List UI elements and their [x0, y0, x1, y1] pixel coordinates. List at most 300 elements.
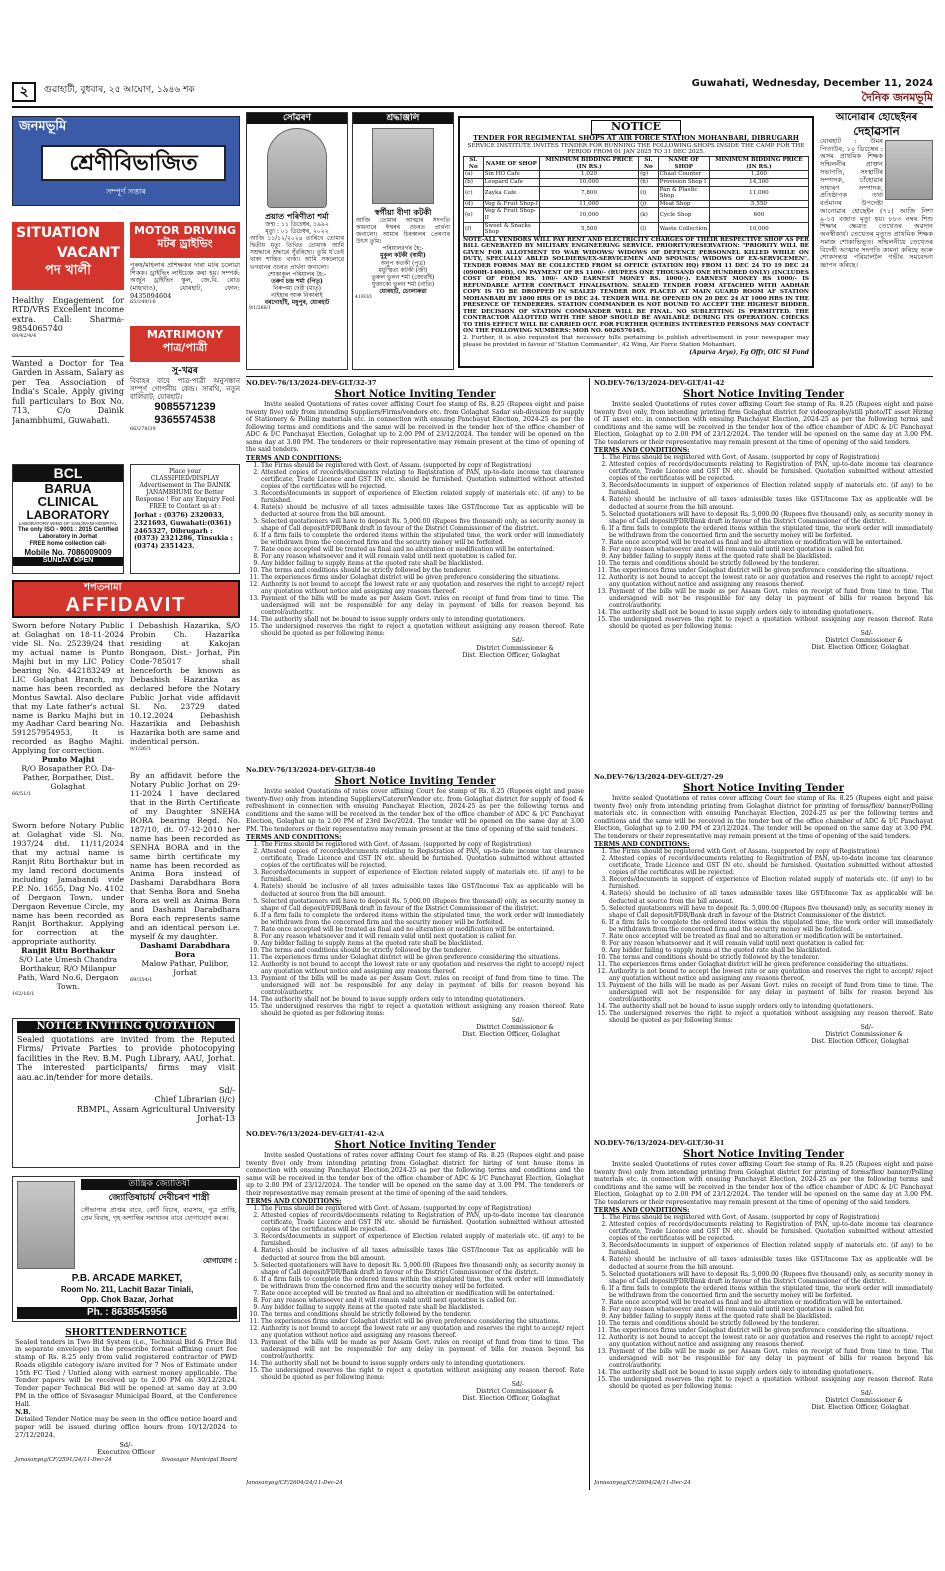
- tender-term: 2. Attested copies of records/documents relating to Registration of PAN, up-to-date income tax clearance certificate, Trade Licence and GST IN etc. should be furnished. Quotation submitted without attested copies of the certificates will be rejected.: [261, 469, 584, 490]
- matrimony-phone-1: 9085571239: [154, 401, 216, 414]
- af-notice-sig: (Apurva Arya), Fg Offr, OIC SI Fund: [689, 348, 809, 356]
- quotation-sig-2: RBMPL, Assam Agricultural University: [76, 1104, 235, 1114]
- tender-term: 15. The undersigned reserves the right to reject a quotation without assigning any reason thereof. Rate should be quoted as per following items:: [609, 1010, 933, 1024]
- affidavit-4-name: Dashami Darabdhara Bora: [139, 941, 231, 960]
- matrimony-title-as: পাত্ৰ/পাত্ৰী: [162, 340, 208, 354]
- tender-term: 13. Payment of the bills will be made as per Assam Govt. rules on receipt of fund from time to time. The undersigned will not be responsible for any delay in payment of bills for reason beyond his control/authority.: [261, 975, 584, 996]
- tender-term: 6. If a firm fails to complete the ordered items within the stipulated time, the work order will immediately be withdrawn from the concerned firm and the security money will be forfeited.: [261, 1276, 584, 1290]
- tender-title: Short Notice Inviting Tender: [683, 782, 844, 794]
- tender-term: 9. Any bidder failing to supply items at the quoted rate shall be blacklisted.: [609, 1313, 933, 1320]
- short-tender-nb: N.B.: [15, 1407, 31, 1416]
- tender-terms-list: [246, 462, 584, 637]
- tender-sd: Sd/-: [511, 1380, 524, 1388]
- tender-term: 1. The Firms should be registered with Govt. of Assam. (supported by copy of Registration): [261, 462, 584, 469]
- souvaran-name: প্ৰয়াত পৰিণীতা শৰ্মা: [265, 210, 329, 221]
- classified-brand-sub: সম্পূৰ্ণ সত্তাৰ: [106, 187, 146, 196]
- tender-terms-title: TERMS AND CONDITIONS:: [246, 1198, 342, 1206]
- affidavit-2-name: Ranjit Ritu Borthakur: [21, 946, 115, 956]
- tender-term: 9. Any bidder failing to supply items at the quoted rate shall be blacklisted.: [609, 553, 933, 560]
- matrimony-sub: সু-খৱৰ: [172, 366, 198, 376]
- motor-ad: [130, 262, 240, 316]
- tender-term: 5. Selected quotationers will have to deposit Rs. 5,000.00 (Rupees five thousand) only, as security money in shape of Call deposit/FDR/Bank draft in favour of the District Commissioner of the district.: [609, 1271, 933, 1285]
- lab-open: SUNDAY OPEN: [13, 557, 123, 565]
- shraddha-from: পৰিয়ালবৰ্গৰ হৈ:-: [382, 245, 424, 253]
- tender-term: 14. The authority shall not be bound to issue supply orders only to intending quotationers.: [261, 616, 584, 623]
- tender-term: 1. The Firms should be registered with Govt. of Assam. (supported by copy of Registration): [261, 1205, 584, 1212]
- tender-term: 6. If a firm fails to complete the ordered items within the stipulated time, the work order will immediately be withdrawn from the concerned firm and the security money will be forfeited.: [261, 532, 584, 546]
- affidavit-4-ref: 69/354/1: [130, 976, 153, 983]
- situation-ad-2: Wanted a Doctor for Tea Garden in Assam, Salary as per Tea Association of India's Scale. Apply giving full particulars to Box No. 713, C/o Dainik Janambhumi, Guwahati.: [12, 356, 124, 456]
- affidavit-1-name: Punto Majhi: [41, 755, 95, 765]
- motor-ad-ref: 65/249/16: [130, 299, 156, 306]
- tender-ref: No.DEV-76/13/2024-DEV-GLT/27-29: [594, 774, 724, 781]
- tender-term: 7. Rate once accepted will be treated as final and no alteration or modification will be entertained.: [261, 1290, 584, 1297]
- lab-name-2: CLINICAL: [37, 494, 99, 510]
- af-table-cell: (a): [464, 171, 484, 179]
- af-table-cell: 600: [709, 208, 808, 222]
- af-table-cell: Cycle Shop: [658, 208, 709, 222]
- af-col-header: NAME OF SHOP: [483, 157, 539, 171]
- af-table-cell: 10,000: [709, 222, 808, 236]
- affidavit-2-text: Sworn before Notary Public at Golaghat vide Sl. No. 1937/24 dtd. 11/11/2024 that my actual name is Ranjit Ritu Borthakur but in my land record documents including Jamabandi vide P.P. No. 1655, Dag No. 4102 of Dergaon Town, under Dergaon Revenue Circle, my name has been recorded as Ranjit Borthakur. Applying for correction at the appropriate authority.: [12, 822, 124, 947]
- tender-intro: Invite sealed Quotations of rates cover affixing Court fee stamp of Rs. 8.25 (Rupees eight and paise twenty five) only from intending printing from Golaghat district for printing of forms/flex/ banner/Polling materials etc. in connection with ensuing Panchayat Election, 2024-25 as per the following terms and conditions and the same will be received in the tender box of the office chamber of ADC & I/C Panchayat Election, Golaghat up to 2.00 PM of 23/12/2024. The tender will be opened on the same day at 3.00 PM. The tenderers or their representative may remain present at the time of opening of the said tenders.: [594, 1161, 933, 1206]
- tender-notice: [594, 1140, 933, 1492]
- place-ad-box: [130, 464, 240, 574]
- shraddha-addr: যোৰহাট, চেংলাৰুৱা: [379, 287, 427, 295]
- tender-term: 4. Rate(s) should be inclusive of all taxes admissible taxes like GST/Income Tax as applicable will be deducted at source from the bill amount.: [261, 1247, 584, 1261]
- tender-title: Short Notice Inviting Tender: [334, 775, 496, 787]
- af-table-cell: 10,000: [539, 179, 638, 187]
- souvaran-by-2: নিৰুপমা দেৱী (মাতৃ): [273, 284, 321, 292]
- af-col-header: NAME OF SHOP: [658, 157, 709, 171]
- tender-term: 14. The authority shall not be bound to issue supply orders only to intending quotationers.: [261, 996, 584, 1003]
- tender-term: 8. For any reason whatsoever and it will remain valid until next quotation is called for.: [261, 933, 584, 940]
- tender-intro: Invite sealed Quotations of rates cover affixing Court fee stamp of Rs. 8.25 (Rupees eight and paise twenty five) only from intending printing from Golaghat district for printing of forms/flex/ banner/Polling materials etc. in connection with ensuing Panchayat Election, 2024-25 as per the following terms and conditions and the same will be received in the tender box of the office chamber of ADC & I/C Panchayat Election, Golaghat up to 2.00 PM of 23/12/2024. The tender will be opened on the same day at 3.00 PM. The tenderers or their representative may remain present at the time of opening of the said tenders.: [594, 795, 933, 840]
- af-table-cell: (i): [639, 186, 659, 200]
- af-table-cell: 1,020: [539, 171, 638, 179]
- tender-term: 3. Records/documents in support of experience of Election related supply of materials etc. (if any) to be furnished.: [261, 869, 584, 883]
- shraddha-by: মুকুল কটকী (স্বামী): [380, 252, 426, 260]
- astro-text: সৌভাগ্যৰ প্ৰাপ্তৰ বাবে, কোৰ্ট বিচাৰ, ব্যৱসায়, পুত্ৰ প্ৰাপ্তি, প্ৰেম বিবাহ, গৃহ অশান্তিৰ সমাধানৰ বাবে যোগাযোগ কৰক।: [81, 1206, 237, 1222]
- tender-sig-2: Dist. Election Officer, Golaghat: [811, 1404, 909, 1412]
- tender-term: 9. Any bidder failing to supply items at the quoted rate shall be blacklisted.: [261, 1304, 584, 1311]
- af-table-cell: Sin HO Cafe: [483, 171, 539, 179]
- tender-term: 15. The undersigned reserves the right to reject a quotation without assigning any reason thereof. Rate should be quoted as per following items:: [609, 1376, 933, 1390]
- souvaran-head: সোঁৱৰণ: [247, 113, 347, 124]
- tender-term: 3. Records/documents in support of experience of Election related supply of materials etc. (if any) to be furnished.: [261, 1233, 584, 1247]
- tender-term: 4. Rate(s) should be inclusive of all taxes admissible taxes like GST/Income Tax as applicable will be deducted at source from the bill amount.: [609, 1256, 933, 1270]
- tender-term: 1. The Firms should be registered with Govt. of Assam. (supported by copy of Registration): [609, 454, 933, 461]
- lab-line-2: The only ISO - 9001 : 2015 Certified Laboratory in Jorhat: [17, 526, 119, 540]
- tender-sd: Sd/-: [860, 1389, 873, 1397]
- quotation-sig-1: Chief Librarian (i/c): [154, 1095, 235, 1105]
- af-table-cell: 5,500: [539, 222, 638, 236]
- header-date: Guwahati, Wednesday, December 11, 2024: [691, 78, 933, 89]
- dehavsan-photo: [885, 140, 933, 200]
- astrology-ad: [12, 1176, 240, 1322]
- af-col-header: Sl. No: [639, 157, 659, 171]
- tender-sig-2: Dist. Election Officer, Golaghat: [462, 1031, 560, 1039]
- astro-opp: Opp. Chok Bazar, Jorhat: [80, 1295, 174, 1304]
- souvaran-from: শোকাকুল পৰিয়ালৰ হৈ:-: [267, 270, 327, 278]
- shraddha-ref: 41/63/1: [355, 294, 373, 300]
- tender-term: 6. If a firm fails to complete the ordered items within the stipulated time, the work order will immediately be withdrawn from the concerned firm and the security money will be forfeited.: [609, 919, 933, 933]
- tender-term: 12. Authority is not bound to accept the lowest rate or any quotation and reserves the right to accept/ reject any quotation without notice and assigning any reasons thereof.: [261, 581, 584, 595]
- place-ad-contacts: Jorhat : (0376) 2320033, 2321693, Guwahati:(0361) 2465327, Dibrugarh : (0373) 2321286, Tinsukia : (0374) 2351423.: [134, 511, 233, 551]
- tender-term: 2. Attested copies of records/documents relating to Registration of PAN, up-to-date income tax clearance certificate, Trade Licence and GST IN etc. should be furnished. Quotation submitted without attested copies of the certificates will be rejected.: [609, 855, 933, 876]
- tender-term: 7. Rate once accepted will be treated as final and no alteration or modification will be entertained.: [609, 539, 933, 546]
- tender-ref: NO.DEV-76/13/2024-DEV-GLT/30-31: [594, 1140, 725, 1147]
- newspaper-name: দৈনিক জনমভূমি: [861, 91, 933, 104]
- header-date-assamese: গুৱাহাটী, বুধবাৰ, ২৫ আঘোণ, ১৯৪৬ শক: [44, 85, 195, 95]
- affidavit-header: [12, 580, 240, 618]
- tender-term: 4. Rate(s) should be inclusive of all taxes admissible taxes like GST/Income Tax as applicable will be deducted at source from the bill amount.: [261, 504, 584, 518]
- tender-term: 13. Payment of the bills will be made as per Assam Govt. rules on receipt of fund from time to time. The undersigned will not be responsible for any delay in payment of bills for reason beyond his control/authority.: [609, 982, 933, 1003]
- af-table-cell: (g): [639, 171, 659, 179]
- matrimony-ref: 66/278/39: [130, 426, 156, 433]
- tender-ref: NO.DEV-76/13/2024-DEV-GLT/41-42: [594, 380, 725, 387]
- af-notice-body: NOTE-ALL VENDORS WILL PAY RENT AND ELECTRICITY CHARGES OF THEIR RESPECTIVE SHOP AS PER BILL GENERATED BY MILITARY ENGINEERING SERVICE. PRIORITY/RESERVATION: "PRIORITY WILL BE GIVEN FOR ALLOTMENT TO WAR WIDOWS/ WIDOWS OF DEFENCE PERSONNEL KILLED WHILE ON DUTY, SPECIALLY ABLED SOLDIERS/EX-SERVICEMEN AND SPOUSES/ WIDOWS OF EX-SERVICEMEN". TENDER FORMS MAY BE COLLECTED FROM SI OFFICE (STATION HQ) FROM 11 DEC 24 TO 19 DEC 24 (0900H-1400H), ON PAYMENT OF RS 1100/- (RUPEES ONE THOUSAND ONE HUNDRED ONLY) (INCLUDES COST OF FORM RS. 100/- AND EARNEST MONEY RS. 1000/-). EARNEST MONEY RS 1000/- IS REFUNDABLE AFTER CONTRACT FINALISATION. SEALED TENDER FORM ATTACHED WITH AADHAR COPY IS TO BE DROPPED IN SEALED TENDER BOX PLACED AT MAIN GUARD ROOM AF STATION MOHANBARI BY 1800 HRS OF 19 DEC 24. TENDER WILL BE OPENED ON 20 DEC 24 AT 1000 HRS IN THE PRESENCE OF TENDERERS. STATION COMMANDER IS NOT BOUND TO ACCEPT THE HIGHEST BIDDER. THE DECISION OF STATION COMMANDER WILL BE FINAL. NO SUBLETTING IS PERMITTED. THE CONTRACTOR ALLOTTED WITH THE SHOP SHOULD BE AVAILABLE DURING ITS OPERATION. CHECKS TO THIS EFFECT WILL BE CARRIED OUT. FOR FURTHER QUERIES INTERESTED PERSONS MAY CONTACT ON THE FOLLOWING NUMBERS: MOB NO. 6026576165.: [463, 236, 809, 335]
- tender-term: 3. Records/documents in support of experience of Election related supply of materials etc. (if any) to be furnished.: [609, 482, 933, 496]
- tender-term: 2. Attested copies of records/documents relating to Registration of PAN, up-to-date income tax clearance certificate, Trade Licence and GST IN etc. should be furnished. Quotation submitted without attested copies of the certificates will be rejected.: [609, 461, 933, 482]
- short-tender-sig-1: Executive Officer: [97, 1448, 155, 1457]
- tender-term: 3. Records/documents in support of experience of Election related supply of materials etc. (if any) to be furnished.: [609, 1242, 933, 1256]
- tender-sd: Sd/-: [860, 629, 873, 637]
- affidavit-1-text: Sworn before Notary Public at Golaghat on 18-11-2024 vide Sl. No. 25239/24 that my actual name is Punto Majhi but in my LIC Policy bearing No. 442183249 at LIC Golaghat Branch, my name has been recorded as Montus Sawtal. Also declare that my Late father's actual name is Barku Majhi but in my Aadhar Card bearing No. 591257954953, It is recorded as Bagho Majhi. Applying for correction.: [12, 622, 124, 756]
- matrimony-title: MATRIMONY: [146, 328, 224, 341]
- af-table-cell: 10,000: [539, 208, 638, 222]
- tender-term: 10. The terms and conditions should be strictly followed by the tenderer.: [609, 560, 933, 567]
- tender-term: 14. The authority shall not be bound to issue supply orders only to intending quotationers.: [609, 1369, 933, 1376]
- tender-term: 7. Rate once accepted will be treated as final and no alteration or modification will be entertained.: [609, 933, 933, 940]
- af-table-cell: 1,260: [709, 171, 808, 179]
- souvaran-by: তৰুণ চন্দ্ৰ শৰ্মা (পিতৃ): [271, 277, 323, 285]
- situation-vacant-header: [12, 222, 124, 290]
- affidavit-3: [130, 622, 240, 772]
- astro-room: Room No. 211, Lachit Bazar Tiniali,: [60, 1285, 194, 1294]
- tender-term: 13. Payment of the bills will be made as per Assam Govt. rules on receipt of fund from time to time. The undersigned will not be responsible for any delay in payment of bills for reason beyond his control/authority.: [609, 1348, 933, 1369]
- tender-term: 14. The authority shall not be bound to issue supply orders only to intending quotationers.: [261, 1360, 584, 1367]
- short-tender-ref: Janasanyog/CF/2591/24/11-Dec-24: [15, 1457, 112, 1464]
- situation-title-1: SITUATION: [12, 222, 124, 245]
- astro-contact-label: যোগাযোগ :: [202, 1256, 237, 1265]
- tenders-divider: [246, 376, 933, 377]
- tender-sig-1: District Commissioner &: [825, 1031, 903, 1039]
- situation-ad-1-ref: 69/42/4/4: [12, 332, 37, 339]
- tender-sig-2: Dist. Election Officer, Golaghat: [811, 1038, 909, 1046]
- motor-title-as: মটৰ ড্ৰাইভিং: [157, 236, 213, 250]
- souvaran-addr: বৰগোহাঁই, মধুপুৰ, যোৰহাট: [264, 298, 330, 306]
- tender-term: 5. Selected quotationers will have to deposit Rs. 5,000.00 (Rupees five thousand) only, as security money in shape of Call deposit/FDR/Bank draft in favour of the District Commissioner of the district.: [609, 905, 933, 919]
- page-header: [12, 78, 933, 108]
- lab-mobile: Mobile No. 7086009009: [24, 547, 112, 557]
- short-tender-footer: [15, 1457, 237, 1463]
- tender-term: 6. If a firm fails to complete the ordered items within the stipulated time, the work order will immediately be withdrawn from the concerned firm and the security money will be forfeited.: [609, 1285, 933, 1299]
- tender-term: 9. Any bidder failing to supply items at the quoted rate shall be blacklisted.: [261, 560, 584, 567]
- tender-intro: Invite sealed Quotations of rates cover affixing Court fee stamp of Rs. 8.25 (Rupees eight and paise twenty five) only from intending printing from Golaghat district for hiring of tent house items in connection with ensuing Panchayat Election,2024-25 as per the following terms and conditions and the same will be received in the tender box of the office chamber of ADC & I/C Panchayat Election, Golaghat up to 2.00 PM of 23/12/2024. The tender will be opened on the same day at 3.00 PM. The tenderers or their representative may remain present at the time of opening of the said tenders.: [246, 1152, 584, 1197]
- souvaran-ad: [246, 112, 348, 370]
- tender-term: 5. Selected quotationers will have to deposit Rs. 5,000.00 (Rupees five thousand) only, as security money in shape of Call deposit/FDR/Bank draft in favour of the District Commissioner of the district.: [261, 1262, 584, 1276]
- tender-title: Short Notice Inviting Tender: [683, 1148, 844, 1160]
- af-table-row: [464, 208, 809, 222]
- tender-term: 6. If a firm fails to complete the ordered items within the stipulated time, the work order will immediately be withdrawn from the concerned firm and the security money will be forfeited.: [609, 525, 933, 539]
- tender-term: 7. Rate once accepted will be treated as final and no alteration or modification will be entertained.: [609, 1299, 933, 1306]
- tender-term: 11. The experiences firms under Golaghat district will be given preference considering the situations.: [609, 1327, 933, 1334]
- tender-term: 9. Any bidder failing to supply items at the quoted rate shall be blacklisted.: [609, 947, 933, 954]
- tender-term: 13. Payment of the bills will be made as per Assam Govt. rules on receipt of fund from time to time. The undersigned will not be responsible for any delay in payment of bills for reason beyond his control/authority.: [609, 588, 933, 609]
- lab-line-1: LABORATORY WING OF SANJIVANI HOSPITAL: [18, 521, 118, 527]
- tenders-column-divider: [589, 378, 590, 1490]
- af-table-cell: (b): [464, 179, 484, 187]
- short-tender-title: SHORTTENDERNOTICE: [65, 1328, 187, 1338]
- motor-title: MOTOR DRIVING: [134, 224, 236, 237]
- tender-term: 11. The experiences firms under Golaghat district will be given preference considering the situations.: [261, 954, 584, 961]
- tender-sig-2: Dist. Election Officer, Golaghat: [462, 651, 560, 659]
- tender-ref: NO.DEV-76/13/2024-DEV-GLT/41-42-A: [246, 1131, 385, 1138]
- situation-title-as: পদ খালী: [12, 261, 124, 278]
- tender-sd: Sd/-: [860, 1023, 873, 1031]
- tender-terms-title: TERMS AND CONDITIONS:: [594, 841, 690, 849]
- af-table-header: [464, 157, 809, 171]
- astro-phone: Ph. : 8638545956: [17, 1307, 237, 1319]
- tender-sig-1: District Commissioner &: [476, 644, 554, 652]
- dehavsan-head-2: দেহাৱসান: [853, 123, 900, 138]
- dehavsan-head: আনোৱাৰ হোছেইনৰ: [835, 112, 918, 123]
- short-tender-nb-text: Detailed Tender Notice may be seen in the office notice board and paper will be issued during office hours from 10/12/2024 to 27/12/2024.: [15, 1415, 238, 1439]
- af-col-header: MINIMUM BIDDING PRICE (IN RS.): [539, 157, 638, 171]
- tender-sd: Sd/-: [511, 637, 524, 645]
- tender-title: Short Notice Inviting Tender: [334, 388, 496, 400]
- shraddha-by-5: যুক্তাকো ভুলন শৰ্মা (নাতি): [371, 280, 435, 288]
- tender-ref: No.DEV-76/13/2024-DEV-GLT/38-40: [246, 767, 376, 774]
- tender-term: 8. For any reason whatsoever and it will remain valid until next quotation is called for.: [609, 546, 933, 553]
- astro-shop: P.B. ARCADE MARKET,: [71, 1273, 183, 1284]
- matrimony-header: [130, 326, 240, 362]
- affidavit-1-addr: R/O Bosapather P.O. Da-Pather, Borpather, Dist. Golaghat: [21, 764, 115, 792]
- motor-driving-header: [130, 222, 240, 258]
- tender-sig-2: Dist. Election Officer, Golaghat: [462, 1395, 560, 1403]
- af-table-cell: (k): [639, 208, 659, 222]
- shraddha-by-4: তুৰুল ভুলন শৰ্মা (জোৱাঁই): [371, 273, 435, 281]
- af-table-cell: 11,000: [539, 200, 638, 208]
- tender-notice: [594, 380, 933, 770]
- shraddha-photo: [372, 128, 434, 204]
- souvaran-text: আজি ১১/১২/২০২৪ তাৰিখে তোমাৰ দ্বিতীয় মৃত্যু তিথিত তোমাক আমি সশ্ৰদ্ধাৰে শ্ৰদ্ধাৰে সুঁৱৰিছো। তুমি য'তেই থাকা শান্তিত থাকা। আমি সকলোৱে ভগৱানৰ ওচৰত প্ৰাৰ্থনা জনালো।: [250, 235, 344, 271]
- motor-ad-text: পুৰুষ/মহিলাৰ প্ৰশিক্ষকৰ দাৰা মটৰ চলোৱা শিকক। ড্ৰাইভিং লাইচেঞ্চ কৰা হয়। সম্পৰ্ক: অৰ্জুন ড্ৰাইভিং স্কুল, জে.বি. ৰোড (মাছখাও), যোৰহাট, ফোন: 9435094604: [130, 262, 240, 300]
- tender-sig-1: District Commissioner &: [825, 637, 903, 645]
- af-notice-intro: SERVICE INSTITUTE INVITES TENDER FOR RUNNING THE FOLLOWING SHOPS INSIDE THE CAMP FOR THE PERIOD FROM 01 JAN 2025 TO 31 DEC 2025.: [467, 142, 805, 156]
- lab-name-3: LABORATORY: [26, 507, 110, 522]
- affidavit-title: AFFIDAVIT: [65, 594, 187, 616]
- dehavsan-text: যোৰহাট : উমৰ পিতাউৰ, ১০ ডিচেম্বৰ : অসম প্ৰাথমিক শিক্ষক সন্মিলনীৰ প্ৰাক্তন সভাপতি, সংস্থাটিৰ সম্পাদক, চাঁহোৱাৰ সাধাৰণ সম্পাদক, প্ৰতিষ্ঠাপক তথা বৰ্তমানৰ উপদেষ্টা আনোৱাৰ হোছেইন (৭১) আজি নিশা ৯-১৫ বজাত মৃত্যু হয়। ৮৮৩ নম্বৰ শিশু শিক্ষাৰ ক্ষেত্ৰত তেখেতৰ অৱদান অনস্বীকাৰ্য। তেখেতৰ মৃত্যুত প্ৰাথমিক শিক্ষক সমাজ শোকাভিভূত। সন্মিলনীয়ে তেখেতৰ বিদেহী আত্মাৰ সদগতি কামনা কৰিছে আৰু শোকসন্তপ্ত পৰিয়াললৈ গভীৰ সমবেদনা জ্ঞাপন কৰিছে।: [820, 136, 933, 270]
- af-shops-table: [463, 156, 809, 237]
- tender-term: 6. If a firm fails to complete the ordered items within the stipulated time, the work order will immediately be withdrawn from the concerned firm and the security money will be forfeited.: [261, 912, 584, 926]
- quotation-notice: [12, 1018, 240, 1168]
- affidavit-3-text: I Debashish Hazarika, S/O Probin Ch. Hazarika residing at Kakojan Bongaon, Dist.- Jorhat, Pin Code-785017 shall henceforth be known as Debashish Hazarika as declared before the Notary Public Jorhat vide affidavit Sl. No. 23729 dated 10.12.2024 Debashish Hazarikia and Debashish Hazarika both are same and indentical person.: [130, 622, 240, 747]
- tender-term: 1. The Firms should be registered with Govt. of Assam. (supported by copy of Registration): [261, 841, 584, 848]
- af-table-cell: (j): [639, 200, 659, 208]
- tender-term: 11. The experiences firms under Golaghat district will be given preference considering the situations.: [609, 567, 933, 574]
- lab-name-1: BARUA: [44, 480, 92, 496]
- affidavit-2-ref: 162/16/1: [12, 991, 35, 998]
- shraddhanjali-ad: [352, 112, 454, 370]
- classified-banner: [12, 116, 240, 206]
- tender-terms-title: TERMS AND CONDITIONS:: [246, 454, 342, 462]
- tender-terms-list: [594, 1214, 933, 1389]
- page-number: ২: [12, 82, 36, 102]
- quotation-sig-3: Jorhat-13: [197, 1114, 235, 1124]
- af-table-cell: Veg & Fruit Shop-II: [483, 208, 539, 222]
- af-table-row: [464, 200, 809, 208]
- af-notice-note: 2. Further, it is also requested that necessary bills pertaining to publish advertisement in your newspaper may please be provided in favour of 'Station Commander', 42 Wing, Air Force Station Mohanbari.: [463, 335, 809, 348]
- dehavsan-news: [820, 112, 933, 370]
- tender-term: 15. The undersigned reserves the right to reject a quotation without assigning any reason thereof. Rate should be quoted as per following items:: [261, 1367, 584, 1381]
- tender-term: 4. Rate(s) should be inclusive of all taxes admissible taxes like GST/Income Tax as applicable will be deducted at source from the bill amount.: [609, 890, 933, 904]
- af-table-row: [464, 179, 809, 187]
- astrologer-photo: [17, 1181, 75, 1269]
- tender-term: 11. The experiences firms under Golaghat district will be given preference considering the situations.: [609, 961, 933, 968]
- tender-term: 10. The terms and conditions should be strictly followed by the tenderer.: [609, 1320, 933, 1327]
- tender-term: 8. For any reason whatsoever and it will remain valid until next quotation is called for.: [609, 1306, 933, 1313]
- astro-name: জ্যোতিষাচাৰ্য দেবীচৰণ শাস্ত্ৰী: [108, 1193, 210, 1203]
- tender-term: 2. Attested copies of records/documents relating to Registration of PAN, up-to-date income tax clearance certificate, Trade Licence and GST IN etc. should be furnished. Quotation submitted without attested copies of the certificates will be rejected.: [261, 1212, 584, 1233]
- af-table-cell: 5,550: [709, 200, 808, 208]
- tender-term: 15. The undersigned reserves the right to reject a quotation without assigning any reason thereof. Rate should be quoted as per following items:: [261, 623, 584, 637]
- tender-term: 11. The experiences firms under Golaghat district will be given preference considering the situations.: [261, 1318, 584, 1325]
- tender-term: 3. Records/documents in support of experience of Election related supply of materials etc. (if any) to be furnished.: [261, 490, 584, 504]
- tender-terms-list: [246, 841, 584, 1016]
- affidavit-1: [12, 622, 124, 822]
- tender-notice: [246, 380, 584, 763]
- matrimony-phone-2: 9365574538: [154, 414, 216, 427]
- tender-term: 12. Authority is not bound to accept the lowest rate or any quotation and reserves the right to accept/ reject any quotation without notice and assigning any reasons thereof.: [609, 968, 933, 982]
- affidavit-4: [130, 772, 240, 1012]
- souvaran-by-3: নাইহাৰ আৰু নিকাৰাই: [271, 291, 323, 299]
- tender-sig-1: District Commissioner &: [476, 1024, 554, 1032]
- affidavit-2-addr: S/O Late Umesh Chandra Borthakur, R/O Milanpur Path, Ward No.6, Dergaon Town.: [17, 955, 119, 992]
- af-table-cell: (d): [464, 200, 484, 208]
- affidavit-2: [12, 822, 124, 1012]
- tender-term: 12. Authority is not bound to accept the lowest rate or any quotation and reserves the right to accept/ reject any quotation without notice and assigning any reasons thereof.: [261, 1325, 584, 1339]
- souvaran-photo: [267, 128, 327, 208]
- tender-intro: Invite sealed Quotations of rates cover affixing Court fee stamp of Rs. 8.25 (Rupees eight and paise twenty five) only from intending Suppliers/Firms/vendors etc. from Golaghat Sadar sub-division for supply of Stationery & Polling materials etc. in connection with ensuing Panchayat Election, 2024-25 as per the following terms and conditions and the same will be received in the tender box of the office chamber of ADC & I/C Panchayat Election, Golaghat up to 2.00 PM of 23/12/2024. The tender will be opened on the same day at 3.00 PM. The tenderers or their representative may remain present at the time of opening of the said tenders.: [246, 401, 584, 454]
- astro-title: তান্ত্ৰিক জ্যোতিষী: [81, 1179, 237, 1190]
- classified-brand-top: জনমভূমি: [19, 119, 67, 134]
- af-col-header: MINIMUM BIDDING PRICE (IN RS.): [709, 157, 808, 171]
- tender-term: 10. The terms and conditions should be strictly followed by the tenderer.: [261, 947, 584, 954]
- tender-terms-title: TERMS AND CONDITIONS:: [594, 1207, 690, 1215]
- tender-term: 7. Rate once accepted will be treated as final and no alteration or modification will be entertained.: [261, 546, 584, 553]
- af-table-cell: (l): [639, 222, 659, 236]
- tender-term: 15. The undersigned reserves the right to reject a quotation without assigning any reason thereof. Rate should be quoted as per following items:: [261, 1003, 584, 1017]
- af-table-cell: (c): [464, 186, 484, 200]
- bcl-lab-ad: [12, 464, 124, 574]
- tender-title: Short Notice Inviting Tender: [334, 1139, 496, 1151]
- tender-term: 8. For any reason whatsoever and it will remain valid until next quotation is called for.: [261, 1297, 584, 1304]
- situation-ad-1-text: Healthy Engagement for RTD/VRS Excellent income extra. Call: Sharma- 9854065740: [12, 296, 124, 334]
- tender-term: 4. Rate(s) should be inclusive of all taxes admissible taxes like GST/Income Tax as applicable will be deducted at source from the bill amount.: [261, 883, 584, 897]
- tender-intro: Invite sealed Quotations of rates cover affixing Court fee stamp of Rs. 8.25 (Rupees eight and paise twenty-five) only from intending Suppliers/Caterer/Vendor etc. from Golaghat district for supply of food & refreshment in connection with ensuing Panchayat Election, 2024-25 as per the following terms and conditions and the same will be received in the tender box of the office chamber of ADC & I/C Panchayat Election, Golaghat up to 2.00 PM of 23rd Dec/2024. The tender will be opened on the same day at 3.00 PM. The tenderers or their representative may remain present at the time of opening of the said tenders.: [246, 788, 584, 833]
- short-tender-text: Sealed tenders in Two Bid System (i.e., Technical Bid & Price Bid in separate envelope) in the prescribe format affixing court fee stamp of Rs. 8.25 only from valid registered contractor of PWD Roads eligible category is/are invited for 7 Nos of Estimate under 15th FC Tied / Untied along with earnest money applicable. The Tender papers will be received up to 2.00 PM on 30/12/2024. Tender paper Technical Bid will be opened at same day at 3.00 PM in the office of Sivasagar Municipal Board, at the Conference Hall.: [15, 1337, 237, 1408]
- matrimony-ad: [130, 366, 240, 460]
- shraddha-by-2: অনুপ কতকী (পুত্ৰ): [380, 259, 426, 267]
- tender-term: 10. The terms and conditions should be strictly followed by the tenderer.: [261, 567, 584, 574]
- af-table-cell: Waste Collection: [658, 222, 709, 236]
- tender-term: 11. The experiences firms under Golaghat district will be given preference considering the situations.: [261, 574, 584, 581]
- tender-notice: [246, 767, 584, 1127]
- quotation-title: NOTICE INVITING QUOTATION: [17, 1021, 235, 1033]
- af-table-row: [464, 171, 809, 179]
- tender-term: 2. Attested copies of records/documents relating to Registration of PAN, up-to-date income tax clearance certificate, Trade Licence and GST IN etc. should be furnished. Quotation submitted without attested copies of the certificates will be rejected.: [609, 1221, 933, 1242]
- af-table-row: [464, 186, 809, 200]
- short-tender-sig-2: Sivasagar Municipal Board: [161, 1457, 237, 1464]
- classified-brand-main: শ্ৰেণীবিভাজিত: [41, 145, 226, 181]
- shraddha-text: আজি তোমাৰ আত্মাৰ সদগতি কামনাৰে ঈশ্বৰৰ ওচৰত প্ৰাৰ্থনা জনালো। আমাৰ চিৰকালৰ প্ৰেৰণাৰ উৎস তুমি।: [356, 217, 450, 246]
- affidavit-1-ref: 66/51/1: [12, 791, 32, 798]
- af-table-cell: Veg & Fruit Shop-I: [484, 200, 538, 207]
- tender-term: 14. The authority shall not be bound to issue supply orders only to intending quotationers.: [609, 1003, 933, 1010]
- quotation-text: Sealed quotations are invited from the Reputed Firms/ Private Parties to provide photocopying facilities in the Rev. B.M. Pugh Library, AAU, Jorhat. The interested participants/ firms may visit aau.ac.in/tender for more details.: [17, 1034, 235, 1082]
- tender-term: 8. For any reason whatsoever and it will remain valid until next quotation is called for.: [609, 940, 933, 947]
- tender-term: 10. The terms and conditions should be strictly followed by the tenderer.: [261, 1311, 584, 1318]
- af-table-cell: (e): [464, 208, 484, 222]
- tender-terms-list: [594, 454, 933, 629]
- tender-notice: [246, 1131, 584, 1493]
- af-table-cell: Meat Shop: [658, 200, 709, 208]
- tender-term: 8. For any reason whatsoever and it will remain valid until next quotation is called for.: [261, 553, 584, 560]
- tender-terms-list: [246, 1205, 584, 1380]
- short-tender-sd: Sd/-: [119, 1440, 133, 1449]
- af-table-cell: 14,300: [709, 179, 808, 187]
- af-table-cell: Chaat Counter: [658, 171, 709, 179]
- footer-ref-right: Janasanyog/CF/2604/24/11-Dec-24: [594, 1480, 691, 1486]
- tender-term: 1. The Firms should be registered with Govt. of Assam. (supported by copy of Registration): [609, 1214, 933, 1221]
- affidavit-4-text: By an affidavit before the Notary Public Jorhat on 29-11-2024 I have declared that in the Birth Certificate of my Daughter SNEHA BORA bearing Regd. No. 187/10, dt. 07-12-2010 her name has been recorded as SENHA BORA and in the same birth certificate my name has been recorded as Anima Bora instead of Dashami Darabdhara Bora that Senha Bora and Sneha Bora as well as Anima Bora and Dashami Darabdhara Bora each represents same and an identical person i.e. myself & my daughter.: [130, 772, 240, 942]
- shraddha-name: স্বৰ্গীয়া বীণা কটকী: [374, 206, 432, 217]
- tender-title: Short Notice Inviting Tender: [683, 388, 844, 400]
- tender-term: 3. Records/documents in support of experience of Election related supply of materials etc. (if any) to be furnished.: [609, 876, 933, 890]
- affidavit-3-ref: 9/1/26/1: [130, 746, 151, 753]
- shraddha-head: শ্ৰদ্ধাঞ্জলি: [353, 113, 453, 124]
- tender-term: 7. Rate once accepted will be treated as final and no alteration or modification will be entertained.: [261, 926, 584, 933]
- tender-term: 4. Rate(s) should be inclusive of all taxes admissible taxes like GST/Income Tax as applicable will be deducted at source from the bill amount.: [609, 496, 933, 510]
- tender-intro: Invite sealed Quotations of rates cover affixing Court fee stamp of Rs. 8.25 (Rupees eight and paise twenty five) only, from intending printing firm Golaghat district for videography/still photo/IT asset Hiring of IT asset etc. in connection with ensuing Panchayat Election, 2024-25 as per the following terms and conditions and the same will be received in the tender box of the office chamber of ADC & I/C Panchayat Election, Golaghat up to 2.00 PM of 23/12/2024. The tender will be opened on the same day at 3.00 PM. The tenderers or their representative may remain present at the time of opening of the said tenders.: [594, 401, 933, 446]
- af-col-header: Sl. No: [464, 157, 484, 171]
- tender-term: 10. The terms and conditions should be strictly followed by the tenderer.: [609, 954, 933, 961]
- af-table-cell: Sweet & Snacks Shop: [483, 222, 539, 236]
- bcl-logo: BCL: [13, 465, 123, 482]
- tender-term: 5. Selected quotationers will have to deposit Rs. 5,000.00 (Rupees five thousand) only, as security money in shape of Call deposit/FDR/Bank draft in favour of the District Commissioner of the district.: [609, 511, 933, 525]
- tender-terms-list: [594, 848, 933, 1023]
- af-notice-title: NOTICE: [591, 120, 681, 135]
- short-tender-notice: [12, 1326, 240, 1484]
- situation-title-2: VACANT: [12, 245, 124, 262]
- tender-term: 5. Selected quotationers will have to deposit Rs. 5,000.00 (Rupees five thousand) only, as security money in shape of Call deposit/FDR/Bank draft in favour of the District Commissioner of the district.: [261, 518, 584, 532]
- af-table-cell: (h): [639, 179, 659, 187]
- shraddha-by-3: মধুস্মিতা কটকী (জী): [378, 266, 428, 274]
- tender-term: 13. Payment of the bills will be made as per Assam Govt. rules on receipt of fund from time to time. The undersigned will not be responsible for any delay in payment of bills for reason beyond his control/authority.: [261, 595, 584, 616]
- tender-notice: [594, 774, 933, 1136]
- af-table-cell: Provision Shop I: [658, 179, 709, 187]
- lab-line-3: FREE home collection call-: [29, 540, 107, 547]
- tender-term: 2. Attested copies of records/documents relating to Registration of PAN, up-to-date income tax clearance certificate, Trade Licence and GST IN etc. should be furnished. Quotation submitted without attested copies of the certificates will be rejected.: [261, 848, 584, 869]
- tender-term: 13. Payment of the bills will be made as per Assam Govt. rules on receipt of fund from time to time. The undersigned will not be responsible for any delay in payment of bills for reason beyond his control/authority.: [261, 1339, 584, 1360]
- tender-term: 9. Any bidder failing to supply items at the quoted rate shall be blacklisted.: [261, 940, 584, 947]
- af-station-notice: [458, 116, 814, 368]
- footer-ref-left: Janasanyog/CF/2604/24/11-Dec-24: [246, 1480, 343, 1486]
- tender-term: 12. Authority is not bound to accept the lowest rate or any quotation and reserves the right to accept/ reject any quotation without notice and assigning any reasons thereof.: [609, 574, 933, 588]
- af-table-row: [464, 222, 809, 236]
